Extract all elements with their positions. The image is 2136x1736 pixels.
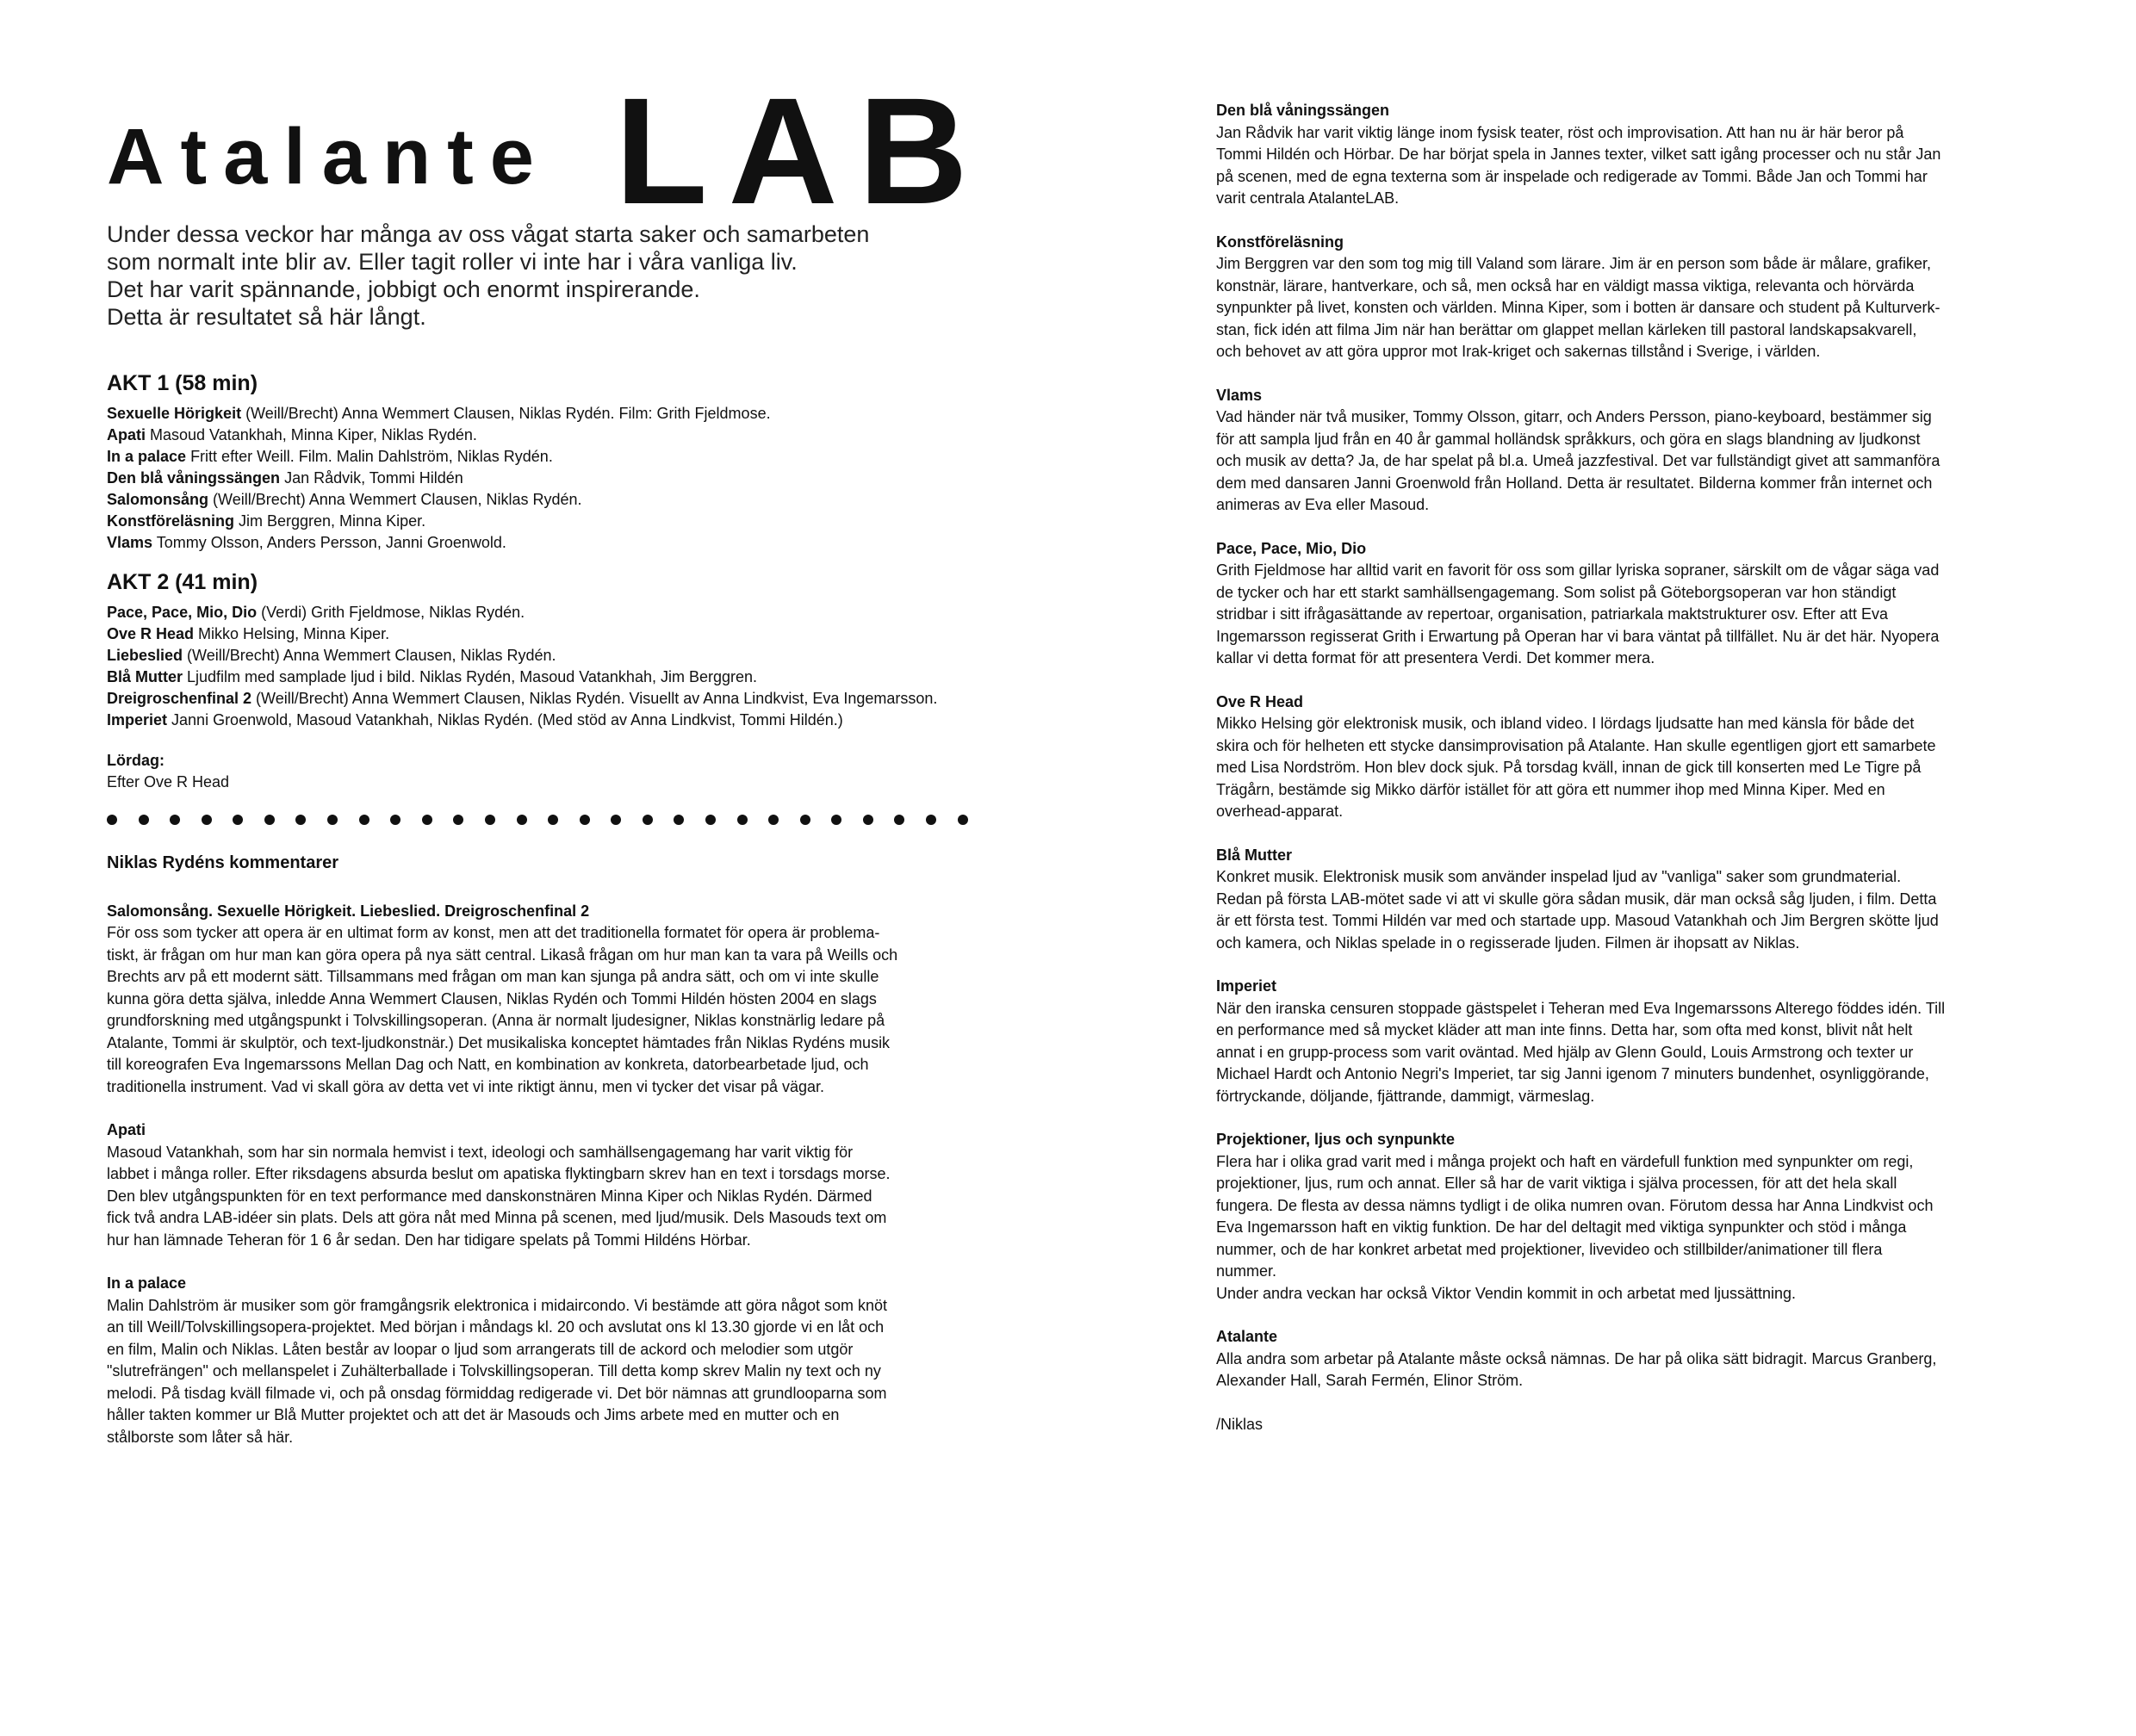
comment-section-title: Den blå våningssängen (1216, 102, 1390, 119)
comment-line: kallar vi detta format för att presentera Verdi. Det kommer mera. (1216, 649, 1655, 666)
comment-line: Konkret musik. Elektronisk musik som använder inspelad ljud av "vanliga" saker som grundmaterial. (1216, 868, 1902, 885)
comment-line: de tycker och har ett starkt samhällsengagemang. Som solist på Göteborgsoperan var hon ständigt (1216, 583, 1897, 601)
comment-line: Alla andra som arbetar på Atalante måste också nämnas. De har på olika sätt bidragit. Marcus Granberg, (1216, 1349, 1937, 1367)
comment-line: projektioner, ljus, rum och annat. Eller så har de varit viktiga i själva processen, för att det hela skall (1216, 1175, 1897, 1192)
divider-dot (327, 815, 338, 825)
program-item: Vlams Tommy Olsson, Anders Persson, Janni Groenwold. (107, 534, 506, 551)
intro-line: Detta är resultatet så här långt. (107, 304, 426, 330)
comment-line: kunna göra detta själva, inledde Anna Wemmert Clausen, Niklas Rydén och Tommi Hildén hösten 2004 en slags (107, 989, 877, 1008)
akt2-heading: AKT 2 (41 min) (107, 570, 258, 594)
comment-section (1216, 1326, 2017, 1392)
comment-section (107, 1273, 968, 1448)
divider-dot (295, 815, 306, 825)
comment-section-title: Apati (107, 1121, 146, 1138)
comment-line: melodi. På tisdag kväll filmade vi, och på onsdag förmiddag redigerade vi. Det bör nämnas att grundlooparna som (107, 1384, 887, 1402)
comments-left (107, 852, 968, 1470)
comment-line: är ett första test. Tommi Hildén var med och startade upp. Masoud Vatankhah och Jim Bergren skötte ljud (1216, 912, 1939, 929)
comment-line: overhead-apparat. (1216, 803, 1344, 820)
divider-dot (831, 815, 841, 825)
divider-dot (107, 815, 117, 825)
program-item: Konstföreläsning Jim Berggren, Minna Kiper. (107, 512, 426, 530)
comment-line: nummer, och de har konkret arbetat med projektioner, livevideo och stillbilder/animationer till flera (1216, 1240, 1883, 1258)
comment-line: Atalante, Tommi är skulptör, och text-ljudkonstnär.) Det musikaliska konceptet hämtades från Niklas Rydéns musik (107, 1033, 891, 1051)
comment-line: annat i en grupp-process som varit oväntad. Med hjälp av Glenn Gould, Louis Armstrong och texter ur (1216, 1043, 1914, 1061)
program-item: Apati Masoud Vatankhah, Minna Kiper, Niklas Rydén. (107, 426, 477, 443)
comment-line: och behovet av att göra uppror mot Irak-kriget och sakernas tillstånd i Sverige, i världen. (1216, 343, 1821, 360)
program-item: Den blå våningssängen Jan Rådvik, Tommi Hildén (107, 469, 463, 487)
comment-section (1216, 385, 2017, 517)
comment-line: och kamera, och Niklas spelade in o regisserade ljuden. Filmen är ihopsatt av Niklas. (1216, 933, 1800, 952)
comment-section-title: Ove R Head (1216, 692, 1304, 710)
divider-dot (705, 815, 716, 825)
comment-line: Mikko Helsing gör elektronisk musik, och ibland video. I lördags ljudsatte han med känsla för både det (1216, 715, 1915, 732)
comment-line: till koreografen Eva Ingemarssons Mellan Dag och Natt, en kombination av konkreta, datorbearbetade ljud, och (107, 1056, 869, 1073)
comment-section-title: Pace, Pace, Mio, Dio (1216, 539, 1367, 557)
comment-section (107, 901, 968, 1099)
title-lab: LAB (615, 67, 989, 236)
divider-dot (517, 815, 527, 825)
intro-line: Det har varit spännande, jobbigt och enormt inspirerande. (107, 276, 700, 302)
divider-dot (233, 815, 243, 825)
comment-line: Brechts arv på ett modernt sätt. Tillsammans med frågan om man kan sjunga på andra sätt, och om vi inte skulle (107, 968, 879, 985)
comment-line: Trägårn, bestämde sig Mikko därför istället för att göra ett nummer ihop med Minna Kiper. Med en (1216, 780, 1885, 798)
divider-dot (139, 815, 149, 825)
lordag-label: Lördag: (107, 752, 165, 769)
comment-section (1216, 232, 2017, 363)
program-item: Salomonsång (Weill/Brecht) Anna Wemmert Clausen, Niklas Rydén. (107, 491, 582, 508)
comment-line: Vad händer när två musiker, Tommy Olsson, gitarr, och Anders Persson, piano-keyboard, bestämmer sig (1216, 408, 1932, 425)
comment-line: förtryckande, döljande, fjättrande, dammigt, värmeslag. (1216, 1087, 1595, 1105)
comment-section (1216, 976, 2017, 1107)
akt1-heading: AKT 1 (58 min) (107, 371, 258, 395)
comment-line: konstnär, lärare, hantverkare, och så, men också har en väldigt massa viktiga, relevanta och hörvärda (1216, 276, 1915, 294)
divider-dot (894, 815, 904, 825)
comment-section (1216, 100, 2017, 210)
divider-dot (170, 815, 180, 825)
comment-line: en performance med så mycket kläder att man inte finns. Detta har, som ofta med konst, blivit nåt helt (1216, 1021, 1913, 1038)
comment-line: animeras av Eva eller Masoud. (1216, 496, 1430, 513)
comment-line: traditionella instrument. Vad vi skall göra av detta vet vi inte riktigt ännu, men vi tycker det visar på vägar. (107, 1077, 825, 1095)
comment-line: nummer. (1216, 1262, 1277, 1280)
comment-line: fungera. De flesta av dessa nämns tydligt i de olika numren ovan. Förutom dessa har Anna Lindkvist och (1216, 1196, 1934, 1214)
comment-line: Alexander Hall, Sarah Fermén, Elinor Ström. (1216, 1372, 1524, 1389)
program-item: Dreigroschenfinal 2 (Weill/Brecht) Anna Wemmert Clausen, Niklas Rydén. Visuellt av Anna Lindkvist, Eva Ingemarsson. (107, 690, 938, 707)
comment-line: Tommi Hildén och Hörbar. De har börjat spela in Jannes texter, vilket satt igång processer och nu står Jan (1216, 146, 1941, 163)
comment-section-title: Atalante (1216, 1328, 1278, 1345)
divider-dot (359, 815, 369, 825)
comment-line: Under andra veckan har också Viktor Vendin kommit in och arbetat med ljussättning. (1216, 1284, 1797, 1302)
comment-line: grundforskning med utgångspunkt i Tolvskillingsoperan. (Anna är normalt ljudesigner, Niklas konstnärlig ledare på (107, 1012, 885, 1029)
comment-line: stan, fick idén att filma Jim när han berättar om glappet mellan kärleken till pastoral landskapsakvarell, (1216, 320, 1917, 338)
comment-line: För oss som tycker att opera är en ultimat form av konst, men att det traditionella formatet för opera är problema- (107, 924, 880, 941)
divider-dot (926, 815, 936, 825)
comment-line: stålborste som låter så här. (107, 1428, 294, 1446)
program-item: Ove R Head Mikko Helsing, Minna Kiper. (107, 625, 390, 642)
comment-section-title: Vlams (1216, 386, 1263, 404)
comment-line: stridbar i sitt ifrågasättande av repertoar, organisation, patriarkala maktstrukturer osv. Efter att Eva (1216, 605, 1889, 623)
dotted-divider (107, 815, 968, 827)
comment-line: tiskt, är frågan om hur man kan göra opera på nya sätt central. Likaså frågan om hur man kan ta vara på Weills och (107, 946, 898, 964)
intro-line: som normalt inte blir av. Eller tagit roller vi inte har i våra vanliga liv. (107, 249, 798, 275)
comment-line: synpunkter på livet, konsten och världen. Minna Kiper, som i botten är dansare och student på Kulturverk- (1216, 299, 1940, 316)
program-item: Blå Mutter Ljudfilm med samplade ljud i bild. Niklas Rydén, Masoud Vatankhah, Jim Berggren. (107, 668, 758, 685)
comment-line: Flera har i olika grad varit med i många projekt och haft en värdefull funktion med synpunkter om regi, (1216, 1152, 1914, 1170)
program-item: In a palace Fritt efter Weill. Film. Malin Dahlström, Niklas Rydén. (107, 448, 553, 465)
divider-dot (863, 815, 873, 825)
comment-line: för att sampla ljud från en 40 år gammal holländsk språkkurs, och göra en slags blandning av ljudkonst (1216, 430, 1921, 448)
divider-dot (202, 815, 212, 825)
divider-dot (800, 815, 810, 825)
program-item: Imperiet Janni Groenwold, Masoud Vatankhah, Niklas Rydén. (Med stöd av Anna Lindkvist, Tommi Hildén.) (107, 711, 843, 728)
program (107, 370, 1003, 793)
comment-section-title: Konstföreläsning (1216, 232, 1344, 251)
comment-line: fick två andra LAB-idéer sin plats. Dels att göra nåt med Minna på scenen, med ljud/musik. Dels Masouds text om (107, 1209, 887, 1226)
divider-dot (643, 815, 653, 825)
divider-dot (737, 815, 748, 825)
comment-section (1216, 538, 2017, 670)
program-item: Sexuelle Hörigkeit (Weill/Brecht) Anna Wemmert Clausen, Niklas Rydén. Film: Grith Fjeldmose. (107, 405, 771, 422)
comment-line: "slutrefrängen" och mellanspelet i Zuhälterballade i Tolvskillingsoperan. Till detta komp skrev Malin ny text och ny (107, 1362, 881, 1380)
comment-line: en film, Malin och Niklas. Låten består av loopar o ljud som arrangerats till de ackord och melodier som utgör (107, 1340, 854, 1358)
comments-right (1216, 100, 2017, 1435)
comment-line: an till Weill/Tolvskillingsopera-projektet. Med början i måndags kl. 20 och avslutat ons kl 13.30 gjorde vi en låt och (107, 1318, 885, 1336)
comment-line: Masoud Vatankhah, som har sin normala hemvist i text, ideologi och samhällsengagemang har varit viktig för (107, 1143, 854, 1161)
comment-line: skira och för helheten ett stycke dansimprovisation på Atalante. Han skulle egentligen gjort ett samarbete (1216, 736, 1936, 754)
divider-dot (453, 815, 463, 825)
divider-dot (422, 815, 432, 825)
comment-line: med Lisa Nordström. Hon blev dock sjuk. På torsdag kväll, innan de gick till konserten med Le Tigre på (1216, 759, 1922, 776)
lordag-text: Efter Ove R Head (107, 773, 230, 790)
divider-dot (390, 815, 400, 825)
divider-dot (485, 815, 495, 825)
comment-line: Michael Hardt och Antonio Negri's Imperiet, tar sig Janni igenom 7 minuters bundenhet, osynliggörande, (1216, 1065, 1929, 1082)
comment-section (1216, 1129, 2017, 1305)
comment-line: håller takten kommer ur Blå Mutter projektet och att det är Masouds och Jims arbete med en mutter och en (107, 1406, 840, 1423)
comment-line: Eva Ingemarsson haft en viktig funktion. De har del deltagit med viktiga synpunkter och stöd i många (1216, 1218, 1907, 1236)
comment-section-title: Projektioner, ljus och synpunkte (1216, 1131, 1456, 1148)
comment-line: Ingemarsson regisserat Grith i Erwartung på Operan har vi bara väntat på tillfället. Nu är det här. Nyopera (1216, 627, 1940, 645)
comment-line: Malin Dahlström är musiker som gör framgångsrik elektronica i midaircondo. Vi bestämde att göra något som knöt (107, 1296, 888, 1314)
signature: /Niklas (1216, 1415, 1264, 1433)
divider-dot (548, 815, 558, 825)
comment-line: på scenen, med de egna texterna som är inspelade och redigerade av Tommi. Både Jan och Tommi har (1216, 167, 1928, 185)
comment-line: och musik av detta? Ja, de har spelat på bl.a. Umeå jazzfestival. Det var fullständigt givet att sammanföra (1216, 452, 1940, 469)
comment-line: Redan på första LAB-mötet sade vi att vi skulle göra sådan musik, där man också såg ljuden, i film. Detta (1216, 890, 1937, 908)
comments-heading: Niklas Rydéns kommentarer (107, 853, 339, 872)
comment-line: Grith Fjeldmose har alltid varit en favorit för oss som gillar lyriska sopraner, särskilt om de vågar säga vad (1216, 561, 1940, 579)
divider-dot (264, 815, 275, 825)
program-item: Pace, Pace, Mio, Dio (Verdi) Grith Fjeldmose, Niklas Rydén. (107, 604, 525, 621)
divider-dot (611, 815, 621, 825)
program-item: Liebeslied (Weill/Brecht) Anna Wemmert Clausen, Niklas Rydén. (107, 647, 556, 664)
comment-section-title: Blå Mutter (1216, 846, 1293, 864)
divider-dot (958, 815, 968, 825)
intro-line: Under dessa veckor har många av oss vågat starta saker och samarbeten (107, 221, 870, 247)
comment-line: Jim Berggren var den som tog mig till Valand som lärare. Jim är en person som både är målare, grafiker, (1216, 255, 1932, 272)
comment-line: När den iranska censuren stoppade gästspelet i Teheran med Eva Ingemarssons Alterego föddes idén. Till (1216, 999, 1946, 1017)
divider-dot (580, 815, 590, 825)
comment-section (107, 1119, 968, 1251)
comment-section-title: Imperiet (1216, 977, 1277, 995)
comment-section (1216, 845, 2017, 955)
intro-text (107, 220, 1003, 331)
comment-line: Jan Rådvik har varit viktig länge inom fysisk teater, röst och improvisation. Att han nu är här beror på (1216, 123, 1904, 141)
comment-line: labbet i många roller. Efter riksdagens absurda beslut om apatiska flyktingbarn skrev han en text i torsdags morse. (107, 1165, 891, 1182)
comment-line: hur han lämnade Teheran för 1 6 år sedan. Den har tidigare spelats på Tommi Hildéns Hörbar. (107, 1231, 751, 1249)
comment-section-title: Salomonsång. Sexuelle Hörigkeit. Liebeslied. Dreigroschenfinal 2 (107, 902, 590, 920)
divider-dot (768, 815, 779, 825)
comment-line: varit centrala AtalanteLAB. (1216, 189, 1400, 207)
comment-line: dem med dansaren Janni Groenwold från Holland. Detta är resultatet. Bilderna kommer från internet och (1216, 474, 1933, 492)
comment-section-title: In a palace (107, 1274, 187, 1292)
title-atalante: Atalante (107, 113, 550, 201)
comment-line: Den blev utgångspunkten för en text performance med danskonstnären Minna Kiper och Niklas Rydén. Därmed (107, 1187, 872, 1205)
divider-dot (674, 815, 684, 825)
comment-section (1216, 691, 2017, 823)
